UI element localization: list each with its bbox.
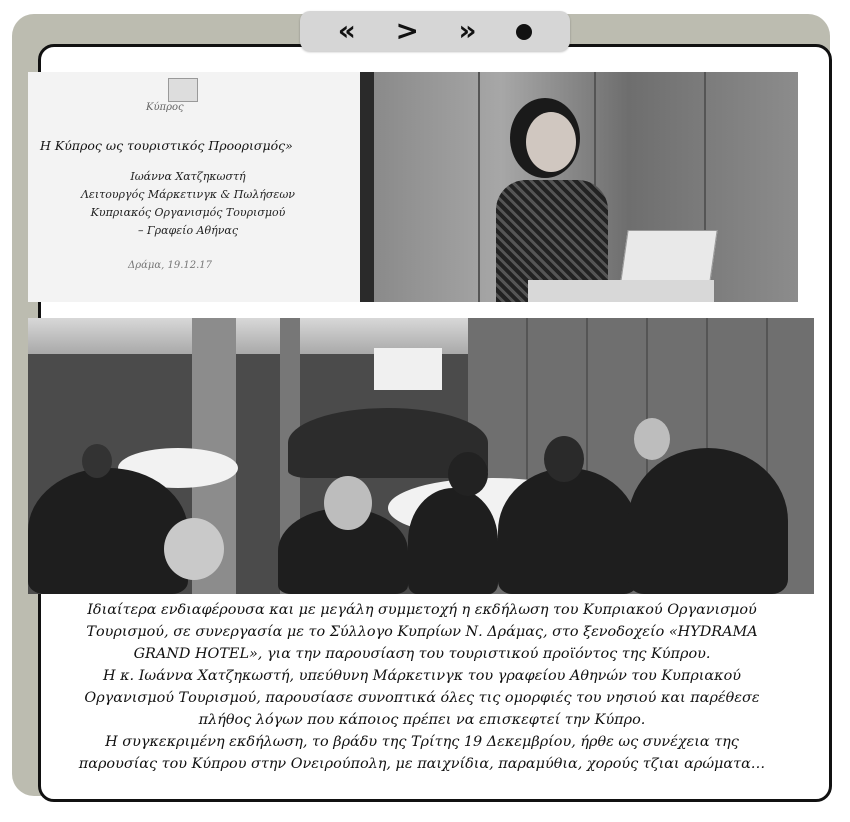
slide-date: Δράμα, 19.12.17 [128, 260, 212, 271]
slide-role: Λειτουργός Μάρκετινγκ & Πωλήσεων [80, 188, 295, 201]
speaker-photo [28, 72, 798, 302]
projection-screen [374, 348, 442, 390]
screen-edge [360, 72, 374, 302]
slideshow-nav [300, 11, 570, 51]
caption-line: Ιδιαίτερα ενδιαφέρουσα και με μεγάλη συμμετοχή η εκδήλωση του Κυπριακού Οργανισμού [87, 602, 757, 618]
attendee-head [448, 452, 488, 496]
slide-title: Η Κύπρος ως τουριστικός Προορισμός» [40, 138, 293, 153]
wall-panel [478, 72, 480, 302]
last-button[interactable]: » [458, 14, 477, 47]
caption-line: πλήθος λόγων που κάποιος πρέπει να επισκεφτεί την Κύπρο. [198, 712, 646, 728]
podium [528, 280, 714, 302]
audience-left [28, 468, 188, 594]
presentation-slide [28, 72, 368, 302]
first-button[interactable]: « [337, 14, 356, 47]
caption-line: GRAND HOTEL», για την παρουσίαση του τουριστικού προϊόντος της Κύπρου. [133, 646, 711, 662]
next-button[interactable]: > [395, 14, 419, 47]
caption-line: παρουσίας του Κύπρου στην Ονειρούπολη, με παιχνίδια, παραμύθια, χορούς τζιαι αρώματα… [78, 756, 766, 772]
slide-speaker: Ιωάννα Χατζηκωστή [130, 170, 246, 183]
audience-front [408, 488, 498, 594]
audience-right [498, 468, 638, 594]
attendee-head [544, 436, 584, 482]
pause-button[interactable] [516, 17, 532, 45]
speaker-head [526, 112, 576, 172]
attendee-head [82, 444, 112, 478]
article-caption [30, 599, 814, 775]
caption-line: Η κ. Ιωάννα Χατζηκωστή, υπεύθυνη Μάρκετινγκ του γραφείου Αθηνών του Κυπριακού [103, 668, 741, 684]
attendee-head [324, 476, 372, 530]
slide-logo-text: Κύπρος [146, 102, 184, 113]
caption-line: Τουρισμού, σε συνεργασία με το Σύλλογο Κυπρίων Ν. Δράμας, στο ξενοδοχείο «HYDRAMA [86, 624, 758, 640]
attendee-head [634, 418, 670, 460]
caption-line: Οργανισμού Τουρισμού, παρουσίασε συνοπτικά όλες τις ομορφιές του νησιού και παρέθεσε [84, 690, 760, 706]
cyprus-logo-icon [168, 78, 198, 102]
audience-right [628, 448, 788, 594]
laptop [620, 230, 717, 282]
audience-photo [28, 318, 814, 594]
caption-line: Η συγκεκριμένη εκδήλωση, το βράδυ της Τρίτης 19 Δεκεμβρίου, ήρθε ως συνέχεια της [105, 734, 739, 750]
dot-icon [516, 24, 532, 40]
slide-org: Κυπριακός Οργανισμός Τουρισμού [90, 206, 286, 219]
attendee-head [164, 518, 224, 580]
slide-office: – Γραφείο Αθήνας [138, 224, 238, 237]
